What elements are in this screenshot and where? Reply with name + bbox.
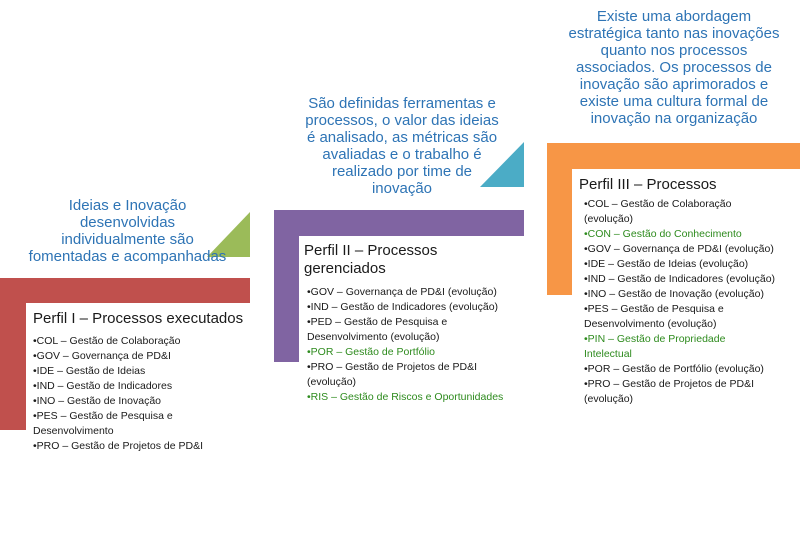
perfil-3-title: Perfil III – Processos [579, 176, 717, 193]
perfil-2-top-bar [274, 210, 524, 236]
list-item: •PES – Gestão de Pesquisa e Desenvolvimento (evolução) [584, 303, 724, 330]
list-item: •PRO – Gestão de Projetos de PD&I (evolução) [307, 361, 478, 388]
perfil-3-top-bar [547, 143, 800, 169]
list-item: •POR – Gestão de Portfólio [307, 346, 435, 358]
list-item: •IND – Gestão de Indicadores (evolução) [307, 301, 499, 313]
perfil-3-side-bar [547, 143, 572, 295]
list-item: •IDE – Gestão de Ideias (evolução) [584, 258, 749, 270]
perfil-3-description: Existe uma abordagem estratégica tanto nas inovações quanto nos processos associados. Os processos de inovação são aprimorados e existe uma cultura formal de inovação na organização [568, 8, 780, 127]
list-item: •PRO – Gestão de Projetos de PD&I (evolução) [584, 378, 755, 405]
list-item: •IND – Gestão de Indicadores (evolução) [584, 273, 776, 285]
perfil-2-side-bar [274, 210, 299, 362]
list-item: •COL – Gestão de Colaboração (evolução) [584, 198, 732, 225]
perfil-1-side-bar [0, 278, 26, 430]
perfil-2-description: São definidas ferramentas e processos, o valor das ideias é analisado, as métricas são avaliadas e o trabalho é realizado por time de inovação [305, 95, 499, 197]
list-item: •GOV – Governança de PD&I (evolução) [307, 286, 497, 298]
perfil-1-top-bar [0, 278, 250, 303]
list-item: •PRO – Gestão de Projetos de PD&I [33, 440, 204, 452]
perfil-1-title: Perfil I – Processos executados [33, 310, 244, 327]
list-item: •RIS – Gestão de Riscos e Oportunidades [307, 391, 504, 403]
perfil-2-title: Perfil II – Processos gerenciados [304, 242, 438, 277]
list-item: •CON – Gestão do Conhecimento [584, 228, 742, 240]
list-item: •POR – Gestão de Portfólio (evolução) [584, 363, 764, 375]
perfil-3-list [584, 197, 798, 407]
list-item: •PED – Gestão de Pesquisa e Desenvolvimento (evolução) [307, 316, 448, 343]
list-item: •IND – Gestão de Indicadores [33, 380, 173, 392]
perfil-2-list [307, 285, 522, 405]
list-item: •PIN – Gestão de Propriedade Intelectual [584, 333, 726, 360]
list-item: •INO – Gestão de Inovação (evolução) [584, 288, 764, 300]
list-item: •IDE – Gestão de Ideias [33, 365, 146, 377]
perfil-1-description: Ideias e Inovação desenvolvidas individualmente são fomentadas e acompanhadas [28, 197, 227, 265]
perfil-1-list [33, 334, 248, 454]
list-item: •GOV – Governança de PD&I (evolução) [584, 243, 774, 255]
list-item: •COL – Gestão de Colaboração [33, 335, 181, 347]
list-item: •PES – Gestão de Pesquisa e Desenvolvimento [33, 410, 173, 437]
list-item: •INO – Gestão de Inovação [33, 395, 161, 407]
list-item: •GOV – Governança de PD&I [33, 350, 171, 362]
